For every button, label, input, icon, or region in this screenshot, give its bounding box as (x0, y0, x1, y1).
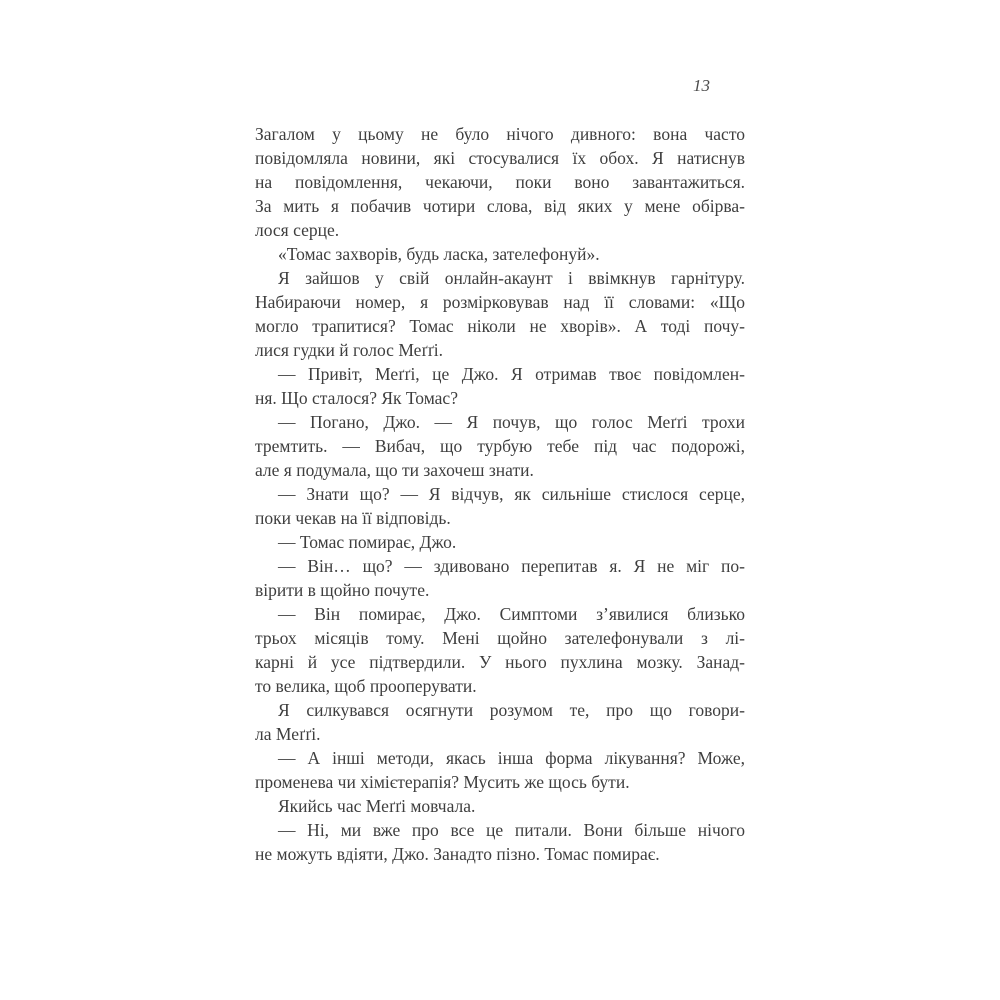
text-line: ла Меґґі. (255, 724, 321, 744)
text-line: — Він помирає, Джо. Симптоми з’явилися близько (278, 604, 745, 624)
text-line: на повідомлення, чекаючи, поки воно завантажиться. (255, 172, 745, 192)
text-line: карні й усе підтвердили. У нього пухлина мозку. Занад- (255, 652, 745, 672)
text-line: променева чи хімієтерапія? Мусить же щось бути. (255, 772, 630, 792)
text-line: — Ні, ми вже про все це питали. Вони більше нічого (278, 820, 745, 840)
text-line: поки чекав на її відповідь. (255, 508, 451, 528)
text-line: лося серце. (255, 220, 340, 240)
text-line: не можуть вдіяти, Джо. Занадто пізно. Томас помирає. (255, 844, 660, 864)
page-number: 13 (693, 76, 710, 95)
text-line: — А інші методи, якась інша форма лікування? Може, (278, 748, 745, 768)
text-line: могло трапитися? Томас ніколи не хворів». А тоді почу- (255, 316, 745, 336)
text-block (255, 122, 745, 866)
text-line: Я зайшов у свій онлайн-акаунт і ввімкнув гарнітуру. (278, 268, 745, 288)
text-line: Загалом у цьому не було нічого дивного: вона часто (255, 124, 745, 144)
text-line: — Він… що? — здивовано перепитав я. Я не міг по- (278, 556, 745, 576)
text-line: то велика, щоб прооперувати. (255, 676, 477, 696)
text-line: — Знати що? — Я відчув, як сильніше стислося серце, (278, 484, 745, 504)
text-line: повідомляла новини, які стосувалися їх обох. Я натиснув (255, 148, 745, 168)
text-line: трьох місяців тому. Мені щойно зателефонували з лі- (255, 628, 745, 648)
text-line: — Привіт, Меґґі, це Джо. Я отримав твоє повідомлен- (278, 364, 745, 384)
text-line: тремтить. — Вибач, що турбую тебе під час подорожі, (255, 436, 745, 456)
text-line: Я силкувався осягнути розумом те, про що говори- (278, 700, 745, 720)
text-line: За мить я побачив чотири слова, від яких у мене обірва- (255, 196, 745, 216)
text-line: але я подумала, що ти захочеш знати. (255, 460, 534, 480)
text-line: — Томас помирає, Джо. (278, 532, 457, 552)
text-line: Якийсь час Меґґі мовчала. (278, 796, 476, 816)
text-line: Набираючи номер, я розмірковував над її словами: «Що (255, 292, 745, 312)
text-line: «Томас захворів, будь ласка, зателефонуй». (278, 244, 600, 264)
text-line: ня. Що сталося? Як Томас? (255, 388, 458, 408)
text-line: — Погано, Джо. — Я почув, що голос Меґґі трохи (278, 412, 745, 432)
text-line: лися гудки й голос Меґґі. (255, 340, 443, 360)
text-line: вірити в щойно почуте. (255, 580, 430, 600)
